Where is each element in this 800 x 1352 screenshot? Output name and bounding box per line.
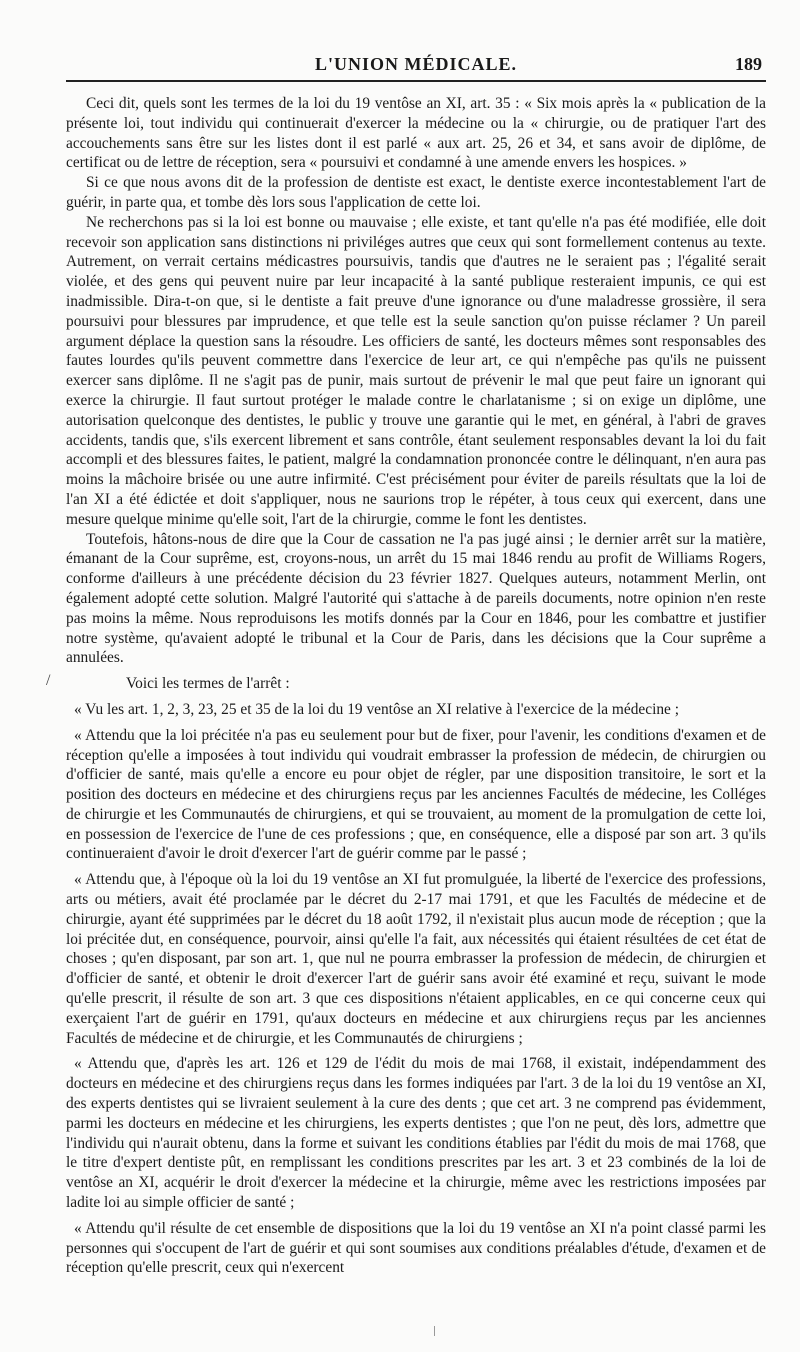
paragraph: « Vu les art. 1, 2, 3, 23, 25 et 35 de la loi du 19 ventôse an XI relative à l'exercice de la médecine ;: [74, 700, 680, 718]
running-header: [66, 50, 766, 82]
paragraph: « Attendu qu'il résulte de cet ensemble de dispositions que la loi du 19 ventôse an XI n'a point classé parmi les personnes qui s'occupent de l'art de guérir et qui sont soumises aux conditions préalables d'étude, d'examen et de réception qu'elle prescrit, ceux qui n'exercent: [66, 1219, 766, 1277]
paragraph: Si ce que nous avons dit de la profession de dentiste est exact, le dentiste exerce incontestablement l'art de guérir, in parte qua, et tombe dès lors sous l'application de cette loi.: [66, 174, 766, 211]
paragraph: Toutefois, hâtons-nous de dire que la Cour de cassation ne l'a pas jugé ainsi ; le dernier arrêt sur la matière, émanant de la Cour suprême, est, croyons-nous, un arrêt du 15 mai 1846 rendu au profit de Williams Rogers, conforme d'ailleurs à une précédente décision du 23 février 1827. Quelques auteurs, notamment Merlin, ont également adopté cette solution. Malgré l'autorité qui s'attache à de pareils documents, notre opinion n'en reste pas moins la même. Nous reproduisons les motifs donnés par la Cour en 1846, pour les combattre et justifier notre système, qu'avaient adopté le tribunal et la Cour de Paris, dans les décisions que la Cour suprême a annulées.: [66, 530, 766, 667]
paragraph: Voici les termes de l'arrêt :: [126, 675, 290, 693]
paragraph: « Attendu que, à l'époque où la loi du 19 ventôse an XI fut promulguée, la liberté de l'exercice des professions, arts ou métiers, avait été proclamée par le décret du 2-17 mai 1791, et que les Facultés de médecine et de chirurgie, ayant été supprimées par le décret du 18 août 1792, il n'existait plus aucun mode de réception ; que la loi précitée dut, en conséquence, pourvoir, ainsi qu'elle l'a fait, aux nécessités qui étaient résultées de cet état de choses ; qu'en disposant, par son art. 1, que nul ne pourra embrasser la profession de médecin, de chirurgien et d'officier de santé, et obtenir le droit d'exercer l'art de guérir sans avoir été examiné et reçu, suivant le mode qu'elle prescrit, il résulte de son art. 3 que ces dispositions n'étaient applicables, en ce qui concerne ceux qui exerçaient l'art de guérir en 1791, qu'aux docteurs en médecine et aux chirurgiens reçus par les anciennes Facultés de médecine et de chirurgie, et les Communautés de chirurgiens ;: [66, 871, 766, 1047]
journal-title: L'UNION MÉDICALE.: [314, 54, 518, 74]
document-page: [66, 50, 766, 1278]
paragraph: « Attendu que la loi précitée n'a pas eu seulement pour but de fixer, pour l'avenir, les conditions d'examen et de réception qu'elle a imposées à tout individu qui voudrait embrasser la profession de médecin, de chirurgien ou d'officier de santé, mais qu'elle a encore eu pour objet de régler, par une disposition transitoire, le sort et la position des docteurs en médecine et des chirurgiens reçus par les anciennes Facultés de médecine, les Colléges de chirurgie et les Communautés de chirurgiens, et qui se trouvaient, au moment de la promulgation de cette loi, en possession de l'exercice de l'une de ces professions ; que, en conséquence, elle a disposé par son art. 3 qu'ils continueraient d'avoir le droit d'exercer l'art de guérir comme par le passé ;: [66, 726, 766, 863]
foot-mark: [434, 1326, 435, 1336]
paragraph: Ceci dit, quels sont les termes de la loi du 19 ventôse an XI, art. 35 : « Six mois après la « publication de la présente loi, tout individu qui continuerait d'exercer la médecine ou la « chirurgie, ou de pratiquer l'art des accouchements sans être sur les listes dont il est parlé « aux art. 25, 26 et 34, et sans avoir de diplôme, de certificat ou de lettre de réception, sera « poursuivi et condamné à une amende envers les hospices. »: [66, 95, 766, 172]
paragraph: « Attendu que, d'après les art. 126 et 129 de l'édit du mois de mai 1768, il existait, indépendamment des docteurs en médecine et des chirurgiens reçus dans les formes indiquées par l'art. 3 de la loi du 19 ventôse an XI, des experts dentistes qui se livraient seulement à la cure des dents ; que cet art. 3 ne comprend pas évidemment, parmi les docteurs en médecine et les chirurgiens, les experts dentistes ; que l'on ne peut, dès lors, admettre que l'individu qui n'aurait obtenu, dans la forme et suivant les conditions établies par l'édit du mois de mai 1768, que le titre d'expert dentiste pût, en remplissant les conditions prescrites par les art. 3 et 23 combinés de la loi de ventôse an XI, acquérir le droit d'exercer la médecine et la chirurgie, même avec les restrictions imposées par ladite loi au simple officier de santé ;: [66, 1055, 766, 1212]
paragraph: Ne recherchons pas si la loi est bonne ou mauvaise ; elle existe, et tant qu'elle n'a pas été modifiée, elle doit recevoir son application sans distinctions ni priviléges autres que ceux qui sont formellement contenus au texte. Autrement, on verrait certains médicastres poursuivis, tandis que d'autres ne le seraient pas ; l'égalité serait violée, et des gens qui peuvent nuire par leur incapacité à la santé publique resteraient impunis, ce qui est inadmissible. Dira-t-on que, si le dentiste a fait preuve d'une ignorance ou d'une maladresse grossière, il sera poursuivi pour blessures par imprudence, et que telle est la seule sanction qu'on puisse réclamer ? Un pareil argument déplace la question sans la résoudre. Les officiers de santé, les docteurs mêmes sont responsables des fautes lourdes qu'ils peuvent commettre dans l'exercice de leur art, ce qui n'empêche pas qu'ils ne puissent exercer sans diplôme. Il ne s'agit pas de punir, mais surtout de prévenir le mal que peut faire un ignorant qui exerce la chirurgie. Il faut surtout protéger le malade contre le charlatanisme ; si on exige un diplôme, une autorisation quelconque des dentistes, le public y trouve une garantie qui le met, en général, à l'abri de graves accidents, tandis que, s'ils exercent librement et sans contrôle, étant seulement responsables devant la loi du fait accompli et des blessures faites, le patient, malgré la condamnation prononcée contre le délinquant, n'en aura pas moins la mâchoire brisée ou une autre infirmité. C'est précisément pour éviter de pareils résultats que la loi de l'an XI a été édictée et doit s'appliquer, nous ne saurions trop le répéter, à tous ceux qui exercent, dans une mesure quelque minime qu'elle soit, l'art de la chirurgie, comme le font les dentistes.: [66, 213, 766, 528]
page-number: 189: [735, 54, 762, 74]
article-body: [66, 94, 766, 1278]
margin-mark: /: [46, 672, 51, 689]
